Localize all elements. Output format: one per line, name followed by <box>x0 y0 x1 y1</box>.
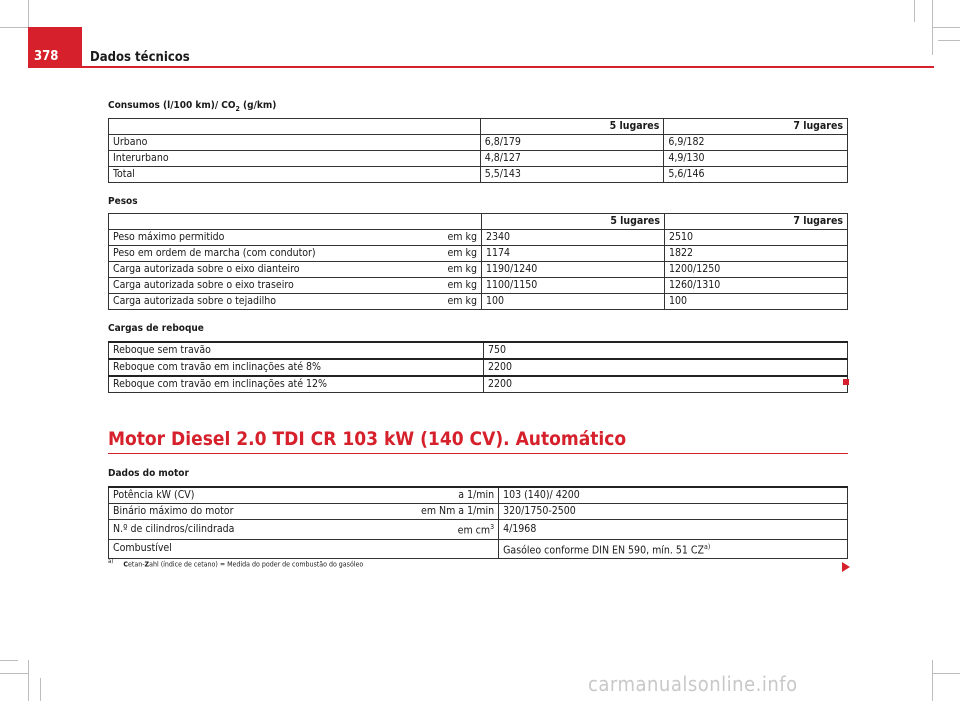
consumo-caption: Consumos (l/100 km)/ $CO_2$ (g/km) <box>108 100 277 113</box>
motor-caption: Dados do motor <box>108 468 189 479</box>
pesos-caption: Pesos <box>108 196 138 207</box>
table-row: Peso em ordem de marcha (com condutor) em kg 1174 1822 <box>109 246 848 262</box>
table-row: Urbano 6,8/179 6,9/182 <box>109 135 848 151</box>
continue-arrow-icon <box>842 562 850 572</box>
table-row: Peso máximo permitido em kg 2340 2510 <box>109 230 848 246</box>
crop-mark <box>28 660 29 701</box>
table-row: Carga autorizada sobre o tejadilho em kg 100 100 <box>109 294 848 310</box>
crop-mark <box>40 678 41 701</box>
reboque-caption: Cargas de reboque <box>108 323 204 334</box>
crop-mark <box>0 660 18 661</box>
end-of-section-marker <box>843 379 849 385</box>
pesos-table <box>108 213 848 310</box>
crop-mark <box>938 40 960 41</box>
crop-mark <box>0 673 28 674</box>
section-divider <box>108 453 848 454</box>
table-header-row: 5 lugares 7 lugares <box>109 119 848 135</box>
page-number: 378 <box>28 27 82 67</box>
table-row: Combustível Gasóleo conforme DIN EN 590, mín. 51 CZ$^{a)}$ <box>109 539 848 559</box>
table-row: N.º de cilindros/cilindrada em $cm^3$ 4/1968 <box>109 520 848 540</box>
header-divider <box>28 66 934 68</box>
table-row: Reboque sem travão 750 <box>109 342 848 359</box>
table-row: Carga autorizada sobre o eixo traseiro em kg 1100/1150 1260/1310 <box>109 278 848 294</box>
footnote: $^{a)}$ Cetan-Zahl (índice de cetano) = Medida do poder de combustão do gasóleo <box>108 558 364 569</box>
crop-mark <box>932 27 960 28</box>
table-row: Reboque com travão em inclinações até 12% 2200 <box>109 376 848 393</box>
table-header-row: 5 lugares 7 lugares <box>109 214 848 230</box>
reboque-table <box>108 341 848 393</box>
table-row: Binário máximo do motor em Nm a 1/min 320/1750-2500 <box>109 504 848 520</box>
crop-mark <box>0 27 28 28</box>
table-row: Potência kW (CV) a 1/min 103 (140)/ 4200 <box>109 487 848 504</box>
crop-mark <box>932 660 933 701</box>
watermark: carmanualsonline.info <box>588 672 798 696</box>
table-row: Total 5,5/143 5,6/146 <box>109 167 848 183</box>
section-title: Motor Diesel 2.0 TDI CR 103 kW (140 CV). Automático <box>108 428 627 450</box>
crop-mark <box>932 673 960 674</box>
crop-mark <box>914 0 915 22</box>
table-row: Reboque com travão em inclinações até 8% 2200 <box>109 359 848 376</box>
table-row: Interurbano 4,8/127 4,9/130 <box>109 151 848 167</box>
consumo-table <box>108 118 848 183</box>
page-title: Dados técnicos <box>90 50 190 65</box>
table-row: Carga autorizada sobre o eixo dianteiro em kg 1190/1240 1200/1250 <box>109 262 848 278</box>
motor-table <box>108 486 848 559</box>
